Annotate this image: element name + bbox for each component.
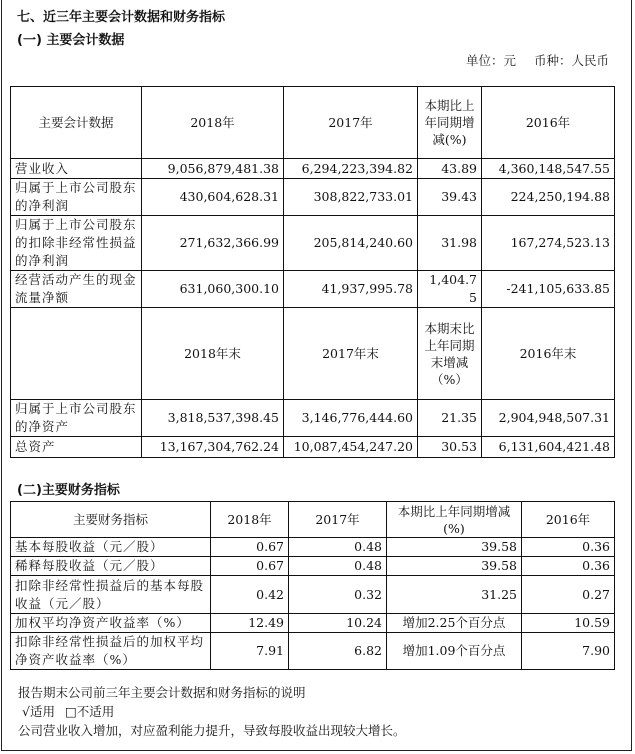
row-label: 归属于上市公司股东的净资产 xyxy=(11,400,142,437)
value-2016: 4,360,148,547.55 xyxy=(482,159,615,179)
table-header-row xyxy=(11,308,615,400)
value-2016: 224,250,194.88 xyxy=(482,179,615,216)
header-cell: 本期比上年同期增减(%) xyxy=(387,502,522,538)
table-row xyxy=(11,633,615,670)
value-2017: 308,822,733.01 xyxy=(284,179,418,216)
header-cell: 2017年末 xyxy=(284,308,418,400)
header-cell: 主要财务指标 xyxy=(11,502,211,538)
table-header-row xyxy=(11,87,615,159)
header-cell xyxy=(11,308,142,400)
header-cell: 2017年 xyxy=(284,87,418,159)
value-2016: 0.36 xyxy=(522,557,615,576)
value-2018: 631,060,300.10 xyxy=(142,271,284,308)
value-2018: 0.67 xyxy=(211,538,289,557)
value-2017: 6,294,223,394.82 xyxy=(284,159,418,179)
table-row xyxy=(11,179,615,216)
table-row xyxy=(11,159,615,179)
value-2016: 6,131,604,421.48 xyxy=(482,437,615,458)
change-pct: 21.35 xyxy=(418,400,482,437)
value-2018: 0.42 xyxy=(211,576,289,614)
section-title: 七、近三年主要会计数据和财务指标 xyxy=(17,10,226,25)
table-row xyxy=(11,614,615,633)
value-2016: 0.27 xyxy=(522,576,615,614)
value-2018: 271,632,366.99 xyxy=(142,216,284,271)
change-pct: 1,404.75 xyxy=(418,271,482,308)
row-label: 扣除非经常性损益后的基本每股收益（元／股） xyxy=(11,576,211,614)
table-row xyxy=(11,538,615,557)
row-label: 归属于上市公司股东的净利润 xyxy=(11,179,142,216)
value-2017: 0.32 xyxy=(289,576,387,614)
value-2017: 205,814,240.60 xyxy=(284,216,418,271)
value-2016: 0.36 xyxy=(522,538,615,557)
row-label: 经营活动产生的现金流量净额 xyxy=(11,271,142,308)
change-pct: 39.43 xyxy=(418,179,482,216)
header-cell: 2017年 xyxy=(289,502,387,538)
header-cell: 本期末比上年同期末增减（%） xyxy=(418,308,482,400)
value-2018: 12.49 xyxy=(211,614,289,633)
header-cell: 2016年 xyxy=(522,502,615,538)
currency-label: 币种：人民币 xyxy=(533,53,609,68)
value-2017: 41,937,995.78 xyxy=(284,271,418,308)
change-pct: 39.58 xyxy=(387,538,522,557)
value-2018: 7.91 xyxy=(211,633,289,670)
value-2018: 3,818,537,398.45 xyxy=(142,400,284,437)
value-2017: 0.48 xyxy=(289,538,387,557)
header-cell: 2018年 xyxy=(211,502,289,538)
change-pct: 31.25 xyxy=(387,576,522,614)
unit-label: 单位：元 xyxy=(465,53,516,68)
header-cell: 2016年 xyxy=(482,87,615,159)
change-pct: 30.53 xyxy=(418,437,482,458)
row-label: 稀释每股收益（元／股） xyxy=(11,557,211,576)
change-pct: 39.58 xyxy=(387,557,522,576)
table-row xyxy=(11,576,615,614)
header-cell: 2018年 xyxy=(142,87,284,159)
notes-explanation: 公司营业收入增加，对应盈利能力提升，导致每股收益出现较大增长。 xyxy=(18,723,406,738)
value-2016: -241,105,633.85 xyxy=(482,271,615,308)
value-2018: 13,167,304,762.24 xyxy=(142,437,284,458)
value-2017: 0.48 xyxy=(289,557,387,576)
accounting-data-table xyxy=(10,86,615,458)
value-2016: 167,274,523.13 xyxy=(482,216,615,271)
change-pct: 31.98 xyxy=(418,216,482,271)
header-cell: 2016年末 xyxy=(482,308,615,400)
row-label: 加权平均净资产收益率（%） xyxy=(11,614,211,633)
value-2018: 0.67 xyxy=(211,557,289,576)
value-2017: 10.24 xyxy=(289,614,387,633)
value-2017: 3,146,776,444.60 xyxy=(284,400,418,437)
table-row xyxy=(11,557,615,576)
table-header-row xyxy=(11,502,615,538)
row-label: 总资产 xyxy=(11,437,142,458)
value-2016: 2,904,948,507.31 xyxy=(482,400,615,437)
value-2018: 9,056,879,481.38 xyxy=(142,159,284,179)
value-2017: 6.82 xyxy=(289,633,387,670)
header-cell: 主要会计数据 xyxy=(11,87,142,159)
unit-currency-note xyxy=(452,51,609,69)
applicability-options xyxy=(18,702,406,721)
table-row xyxy=(11,400,615,437)
row-label: 营业收入 xyxy=(11,159,142,179)
header-cell: 2018年末 xyxy=(142,308,284,400)
subsection-title-financial-indicators: (二)主要财务指标 xyxy=(17,483,120,498)
header-cell: 本期比上年同期增减(%) xyxy=(418,87,482,159)
table-row xyxy=(11,271,615,308)
change-pct: 43.89 xyxy=(418,159,482,179)
not-applicable-checkbox: □不适用 xyxy=(64,704,115,719)
applicable-checkbox: √适用 xyxy=(22,704,55,719)
table-row xyxy=(11,437,615,458)
row-label: 基本每股收益（元／股） xyxy=(11,538,211,557)
value-2018: 430,604,628.31 xyxy=(142,179,284,216)
row-label: 扣除非经常性损益后的加权平均净资产收益率（%） xyxy=(11,633,211,670)
table-row xyxy=(11,216,615,271)
notes-section xyxy=(18,683,406,740)
change-pct: 增加2.25个百分点 xyxy=(387,614,522,633)
value-2016: 10.59 xyxy=(522,614,615,633)
subsection-title-accounting-data: (一) 主要会计数据 xyxy=(17,33,125,48)
change-pct: 增加1.09个百分点 xyxy=(387,633,522,670)
row-label: 归属于上市公司股东的扣除非经常性损益的净利润 xyxy=(11,216,142,271)
financial-indicators-table xyxy=(10,501,615,670)
notes-title: 报告期末公司前三年主要会计数据和财务指标的说明 xyxy=(18,685,306,700)
value-2016: 7.90 xyxy=(522,633,615,670)
value-2017: 10,087,454,247.20 xyxy=(284,437,418,458)
